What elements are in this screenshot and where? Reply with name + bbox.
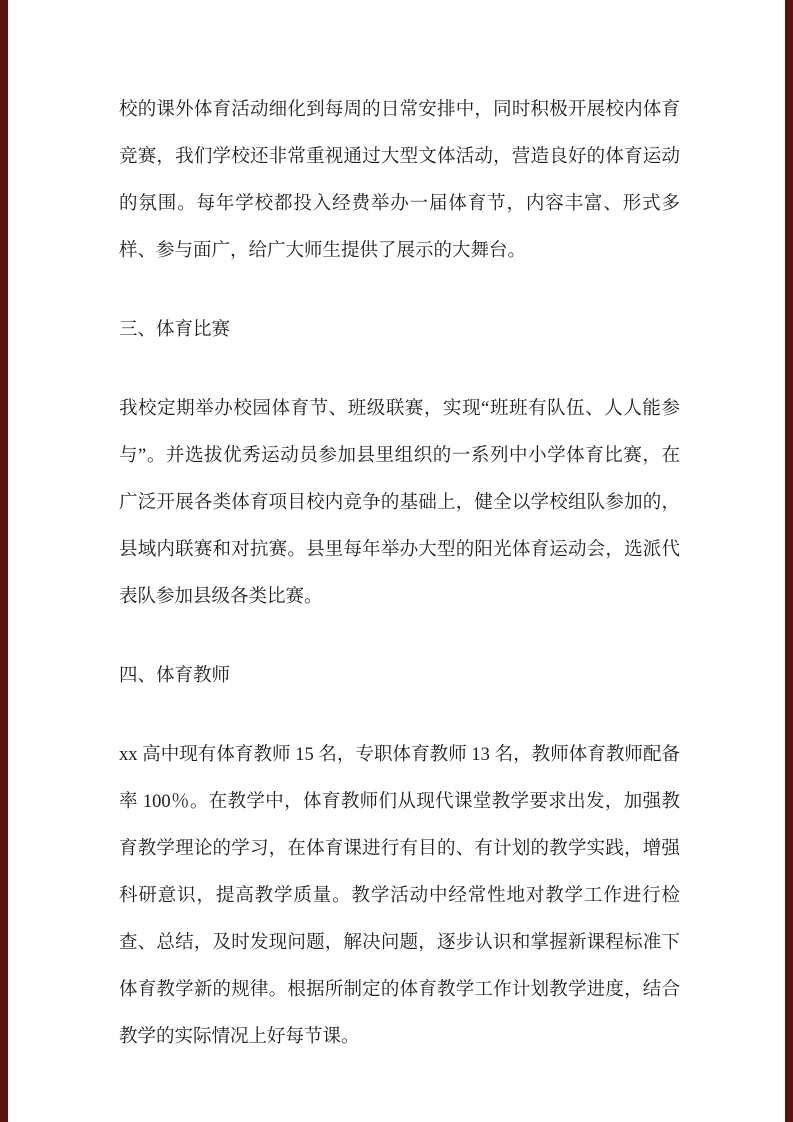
paragraph-pe-teachers: xx 高中现有体育教师 15 名，专职体育教师 13 名，教师体育教师配备率 100％。在教学中，体育教师们从现代课堂教学要求出发，加强教育教学理论的学习，在体育课进行有目的、有计划的教学实践，增强科研意识，提高教学质量。教学活动中经常性地对教学工作进行检查、总结，及时发现问题，解决问题，逐步认识和掌握新课程标准下体育教学新的规律。根据所制定的体育教学工作计划教学进度，结合教学的实际情况上好每节课。 <box>119 745 680 1047</box>
heading-section-three-sports-competitions: 三、体育比赛 <box>119 320 231 340</box>
paragraph-campus-sports-activities: 校的课外体育活动细化到每周的日常安排中，同时积极开展校内体育竞赛，我们学校还非常重视通过大型文体活动，营造良好的体育运动的氛围。每年学校都投入经费举办一届体育节，内容丰富、形式多样、参与面广，给广大师生提供了展示的大舞台。 <box>119 100 680 261</box>
paragraph-sports-competitions: 我校定期举办校园体育节、班级联赛，实现“班班有队伍、人人能参与”。并选拔优秀运动员参加县里组织的一系列中小学体育比赛，在广泛开展各类体育项目校内竞争的基础上，健全以学校组队参加的，县域内联赛和对抗赛。县里每年举办大型的阳光体育运动会，选派代表队参加县级各类比赛。 <box>119 399 680 607</box>
heading-section-four-pe-teachers: 四、体育教师 <box>119 666 231 686</box>
left-page-border <box>0 0 8 1122</box>
document-content <box>119 87 680 1061</box>
right-page-border <box>785 0 793 1122</box>
